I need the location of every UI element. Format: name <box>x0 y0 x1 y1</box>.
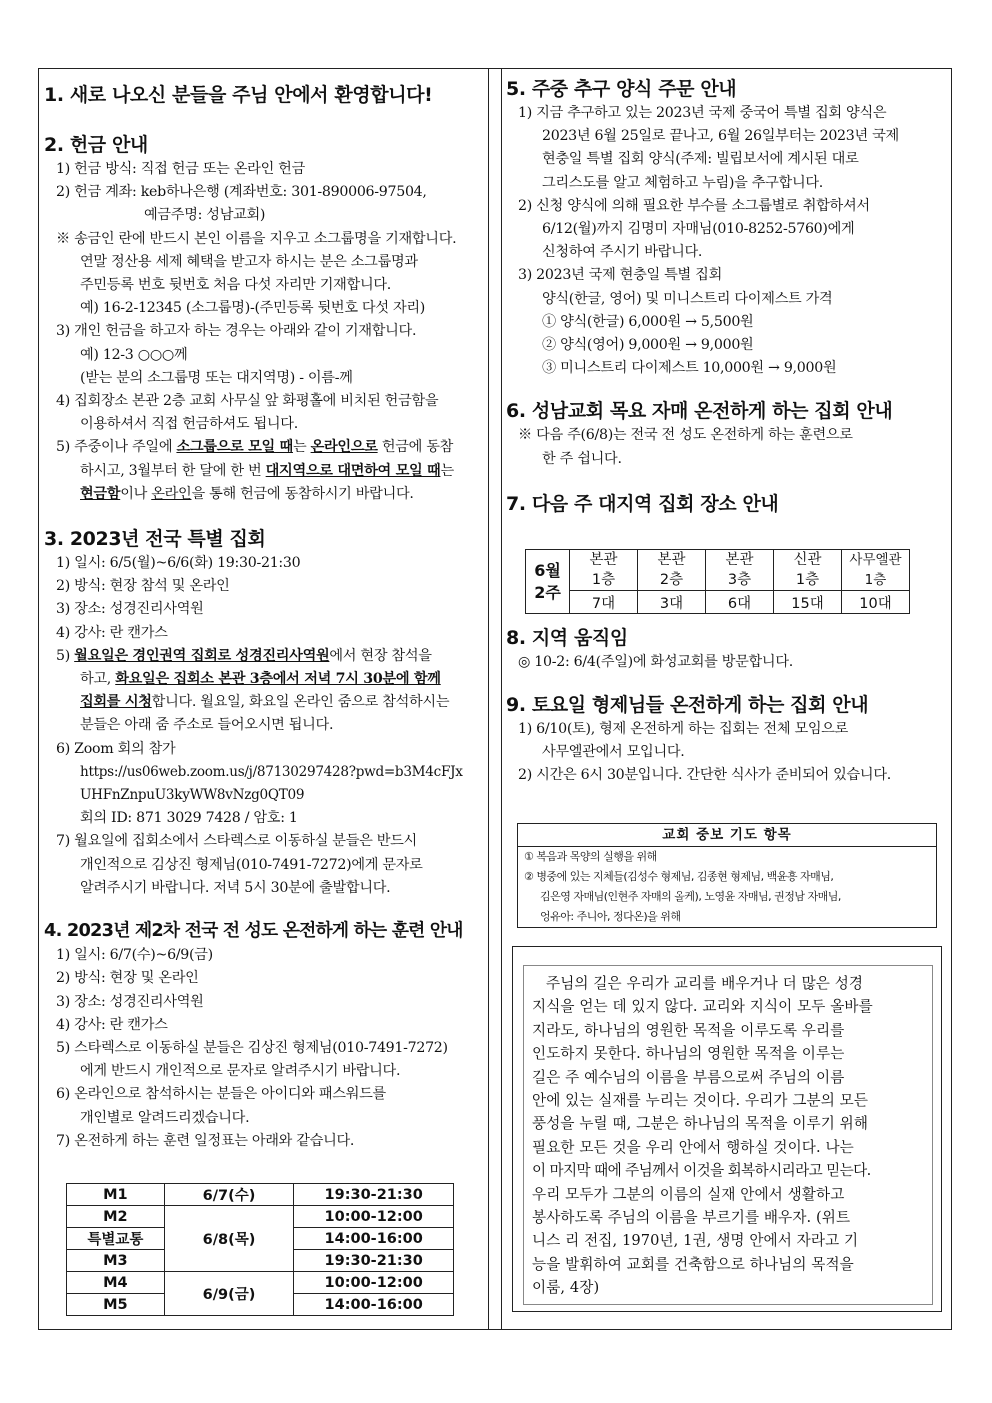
section-9-title: 9. 토요일 형제님들 온전하게 하는 집회 안내 <box>506 694 869 717</box>
quote-line: 길은 주 예수님의 이름을 부름으로써 주님의 이름 <box>532 1068 845 1086</box>
ministry-quote <box>523 965 933 1305</box>
brothers-meeting-l3: 2) 시간은 6시 30분입니다. 간단한 식사가 준비되어 있습니다. <box>518 767 891 784</box>
conference-speaker: 4) 강사: 란 캔가스 <box>56 624 168 641</box>
training-schedule-intro: 7) 온전하게 하는 훈련 일정표는 아래와 같습니다. <box>56 1132 355 1149</box>
sisters-meeting-note-2: 한 주 쉽니다. <box>542 450 622 467</box>
quote-line: 안에 있는 실재를 누리는 것이다. 우리가 그분의 모든 <box>532 1092 869 1110</box>
right-column <box>506 72 946 788</box>
table-row <box>67 1184 454 1206</box>
quote-line: 필요한 모든 것을 우리 안에서 행하실 것이다. 나는 <box>532 1138 854 1156</box>
venue-cell: 사무엘관 1층 <box>842 550 910 591</box>
district-movement: ◎ 10-2: 6/4(주일)에 화성교회를 방문합니다. <box>518 653 793 670</box>
quote-line: 우리 모두가 그분의 이름의 실재 안에서 생활하고 <box>532 1185 845 1203</box>
training-place: 3) 장소: 성경진리사역원 <box>56 993 204 1010</box>
group-cell: 3대 <box>638 591 706 614</box>
starex-note-3: 알려주시기 바랍니다. 저녁 5시 30분에 출발합니다. <box>80 879 391 896</box>
quote-line: 풍성을 누릴 때, 그분은 하나님의 목적을 이루기 위해 <box>532 1115 869 1133</box>
time-cell: 19:30-21:30 <box>294 1250 454 1272</box>
left-column <box>44 72 484 1153</box>
material-l1: 1) 지금 추구하고 있는 2023년 국제 중국어 특별 집회 양식은 <box>518 105 887 121</box>
zoom-link-2[interactable]: UHFnZnpuU3kyWW8vNzg0QT09 <box>80 787 305 804</box>
offering-note: ※ 송금인 란에 반드시 본인 이름을 지우고 소그룹명을 기재합니다. <box>56 230 457 247</box>
week-cell: 6월 2주 <box>526 550 570 614</box>
quote-line: 니스 리 전집, 1970년, 1권, 생명 안에서 자라고 기 <box>532 1232 859 1250</box>
venue-cell: 본관 3층 <box>706 550 774 591</box>
quote-line: 인도하지 못한다. 하나님의 영원한 목적을 이루는 <box>532 1045 845 1063</box>
section-2-title: 2. 헌금 안내 <box>44 134 148 156</box>
price-digest: ③ 미니스트리 다이제스트 10,000원 → 9,000원 <box>542 360 837 377</box>
quote-line: 이 마지막 때에 주님께서 이것을 회복하시리라고 믿는다. <box>532 1162 871 1180</box>
personal-offering-example: 예) 12-3 ○○○께 <box>80 346 188 363</box>
table-row <box>526 591 910 614</box>
training-schedule-table <box>66 1183 454 1316</box>
section-1-title: 1. 새로 나오신 분들을 주님 안에서 환영합니다! <box>44 84 433 106</box>
section-6-title: 6. 성남교회 목요 자매 온전하게 하는 집회 안내 <box>506 400 893 423</box>
zoom-meeting-id: 회의 ID: 871 3029 7428 / 암호: 1 <box>80 810 298 827</box>
quote-line: 이룸, 4장) <box>532 1279 600 1297</box>
material-l9: 양식(한글, 영어) 및 미니스트리 다이제스트 가격 <box>542 290 833 307</box>
prayer-item-2: ② 병중에 있는 지체들(김성수 형제님, 김종현 형제님, 백윤흥 자매님, <box>524 870 834 883</box>
table-row <box>67 1272 454 1294</box>
brothers-meeting-l1: 1) 6/10(토), 형제 온전하게 하는 집회는 전체 모임으로 <box>518 721 849 738</box>
quote-line: 지라도, 하나님의 영원한 목적을 이루도록 우리를 <box>532 1021 845 1039</box>
conference-tuesday-2: 집회를 시청합니다. 월요일, 화요일 온라인 줌으로 참석하시는 <box>80 694 450 711</box>
prayer-title: 교회 중보 기도 항목 <box>518 824 936 847</box>
offering-online-note-2: 하시고, 3월부터 한 달에 한 번 대지역으로 대면하여 모일 때는 <box>80 462 454 479</box>
conference-tuesday: 하고, 화요일은 집회소 본관 3층에서 저녁 7시 30분에 함께 <box>80 671 441 688</box>
prayer-item-2c: 엉유아: 주니아, 정다온)을 위해 <box>540 910 681 923</box>
training-speaker: 4) 강사: 란 캔가스 <box>56 1016 168 1033</box>
venue-table <box>525 549 910 614</box>
starex-note-2: 개인적으로 김상진 형제님(010-7491-7272)에게 문자로 <box>80 856 423 873</box>
prayer-item-2b: 김은영 자매님(인현주 자매의 올케), 노영윤 자매님, 권정남 자매님, <box>540 890 841 903</box>
conference-zoom-note: 분들은 아래 줌 주소로 들어오시면 됩니다. <box>80 717 334 734</box>
conference-monday: 5) 월요일은 경인권역 집회로 성경진리사역원에서 현장 참석을 <box>56 647 432 664</box>
prayer-items-box <box>517 823 937 928</box>
sisters-meeting-note: ※ 다음 주(6/8)는 전국 전 성도 온전하게 하는 훈련으로 <box>518 427 853 444</box>
group-cell: 10대 <box>842 591 910 614</box>
venue-cell: 본관 1층 <box>570 550 638 591</box>
venue-cell: 본관 2층 <box>638 550 706 591</box>
table-row <box>526 550 910 591</box>
offering-online-note: 5) 주중이나 주일에 소그룹으로 모일 때는 온라인으로 헌금에 동참 <box>56 439 454 456</box>
session-cell: M1 <box>67 1184 165 1206</box>
price-english: ② 양식(영어) 9,000원 → 9,000원 <box>542 337 754 354</box>
session-cell: M4 <box>67 1272 165 1294</box>
time-cell: 19:30-21:30 <box>294 1184 454 1206</box>
training-date: 1) 일시: 6/7(수)~6/9(금) <box>56 947 213 964</box>
material-l8: 3) 2023년 국제 현충일 특별 집회 <box>518 267 722 284</box>
conference-date: 1) 일시: 6/5(월)~6/6(화) 19:30-21:30 <box>56 555 301 572</box>
section-5-title: 5. 주중 추구 양식 주문 안내 <box>506 78 737 100</box>
material-l2: 2023년 6월 25일로 끝나고, 6월 26일부터는 2023년 국제 <box>542 128 899 145</box>
section-3-title: 3. 2023년 전국 특별 집회 <box>44 528 266 551</box>
group-cell: 7대 <box>570 591 638 614</box>
offering-online-note-3: 현금함이나 온라인을 통해 헌금에 동참하시기 바랍니다. <box>80 485 414 502</box>
time-cell: 10:00-12:00 <box>294 1206 454 1228</box>
quote-line: 지식을 얻는 데 있지 않다. 교리와 지식이 모두 올바를 <box>532 998 873 1016</box>
training-online: 6) 온라인으로 참석하시는 분들은 아이디와 패스워드를 <box>56 1086 386 1103</box>
group-cell: 15대 <box>774 591 842 614</box>
training-starex: 5) 스타렉스로 이동하실 분들은 김상진 형제님(010-7491-7272) <box>56 1039 448 1056</box>
time-cell: 14:00-16:00 <box>294 1228 454 1250</box>
table-row <box>67 1206 454 1228</box>
offering-box-2: 이용하셔서 직접 헌금하셔도 됩니다. <box>80 416 298 433</box>
venue-cell: 신관 1층 <box>774 550 842 591</box>
training-online-2: 개인별로 알려드리겠습니다. <box>80 1109 250 1126</box>
zoom-join-label: 6) Zoom 회의 참가 <box>56 740 176 757</box>
time-cell: 10:00-12:00 <box>294 1272 454 1294</box>
material-l7: 신청하여 주시기 바랍니다. <box>542 244 703 261</box>
personal-offering-format: (받는 분의 소그룹명 또는 대지역명) - 이름-께 <box>80 369 353 386</box>
section-8-title: 8. 지역 움직임 <box>506 626 628 649</box>
material-l4: 그리스도를 알고 체험하고 누림)을 추구합니다. <box>542 174 823 191</box>
date-cell: 6/7(수) <box>164 1184 294 1206</box>
session-cell: 특별교통 <box>67 1228 165 1250</box>
material-l6: 6/12(월)까지 김명미 자매님(010-8252-5760)에게 <box>542 221 855 238</box>
quote-line: 능을 발휘하여 교회를 건축함으로 하나님의 목적을 <box>532 1255 854 1273</box>
offering-note-2: 연말 정산용 세제 혜택을 받고자 하시는 분은 소그룹명과 <box>80 253 418 270</box>
time-cell: 14:00-16:00 <box>294 1294 454 1316</box>
group-cell: 6대 <box>706 591 774 614</box>
conference-method: 2) 방식: 현장 참석 및 온라인 <box>56 578 230 595</box>
training-starex-2: 에게 반드시 개인적으로 문자로 알려주시기 바랍니다. <box>80 1063 401 1080</box>
material-l5: 2) 신청 양식에 의해 필요한 부수를 소그룹별로 취합하셔서 <box>518 197 870 214</box>
column-divider <box>488 68 502 1330</box>
section-4-title: 4. 2023년 제2차 전국 전 성도 온전하게 하는 훈련 안내 <box>44 920 463 942</box>
price-korean: ① 양식(한글) 6,000원 → 5,500원 <box>542 313 754 330</box>
offering-example: 예) 16-2-12345 (소그룹명)-(주민등록 뒷번호 다섯 자리) <box>80 300 426 317</box>
date-cell: 6/8(목) <box>164 1206 294 1272</box>
ministry-quote-box <box>512 946 942 1312</box>
session-cell: M2 <box>67 1206 165 1228</box>
brothers-meeting-l2: 사무엘관에서 모입니다. <box>542 744 685 761</box>
material-l3: 현충일 특별 집회 양식(주제: 빌립보서에 계시된 대로 <box>542 151 859 168</box>
section-7-title: 7. 다음 주 대지역 집회 장소 안내 <box>506 492 779 515</box>
session-cell: M5 <box>67 1294 165 1316</box>
prayer-item-1: ① 복음과 목양의 실행을 위해 <box>524 850 657 863</box>
quote-line: 봉사하도록 주님의 이름을 부르기를 배우자. (위트 <box>532 1209 851 1227</box>
offering-method: 1) 헌금 방식: 직접 헌금 또는 온라인 헌금 <box>56 161 305 177</box>
offering-box: 4) 집회장소 본관 2층 교회 사무실 앞 화평홀에 비치된 헌금함을 <box>56 393 439 410</box>
offering-account: 2) 헌금 계좌: keb하나은행 (계좌번호: 301-890006-97504, <box>56 184 427 201</box>
quote-line: 주님의 길은 우리가 교리를 배우거나 더 많은 성경 <box>546 975 864 992</box>
starex-note: 7) 월요일에 집회소에서 스타렉스로 이동하실 분들은 반드시 <box>56 833 417 850</box>
training-method: 2) 방식: 현장 및 온라인 <box>56 970 199 987</box>
offering-account-holder: 예금주명: 성남교회) <box>144 207 266 224</box>
session-cell: M3 <box>67 1250 165 1272</box>
zoom-link[interactable]: https://us06web.zoom.us/j/87130297428?pwd=b3M4cFJx <box>80 763 463 780</box>
offering-note-3: 주민등록 번호 뒷번호 처음 다섯 자리만 기재합니다. <box>80 277 391 294</box>
conference-place: 3) 장소: 성경진리사역원 <box>56 601 204 618</box>
personal-offering: 3) 개인 헌금을 하고자 하는 경우는 아래와 같이 기재합니다. <box>56 323 417 340</box>
date-cell: 6/9(금) <box>164 1272 294 1316</box>
